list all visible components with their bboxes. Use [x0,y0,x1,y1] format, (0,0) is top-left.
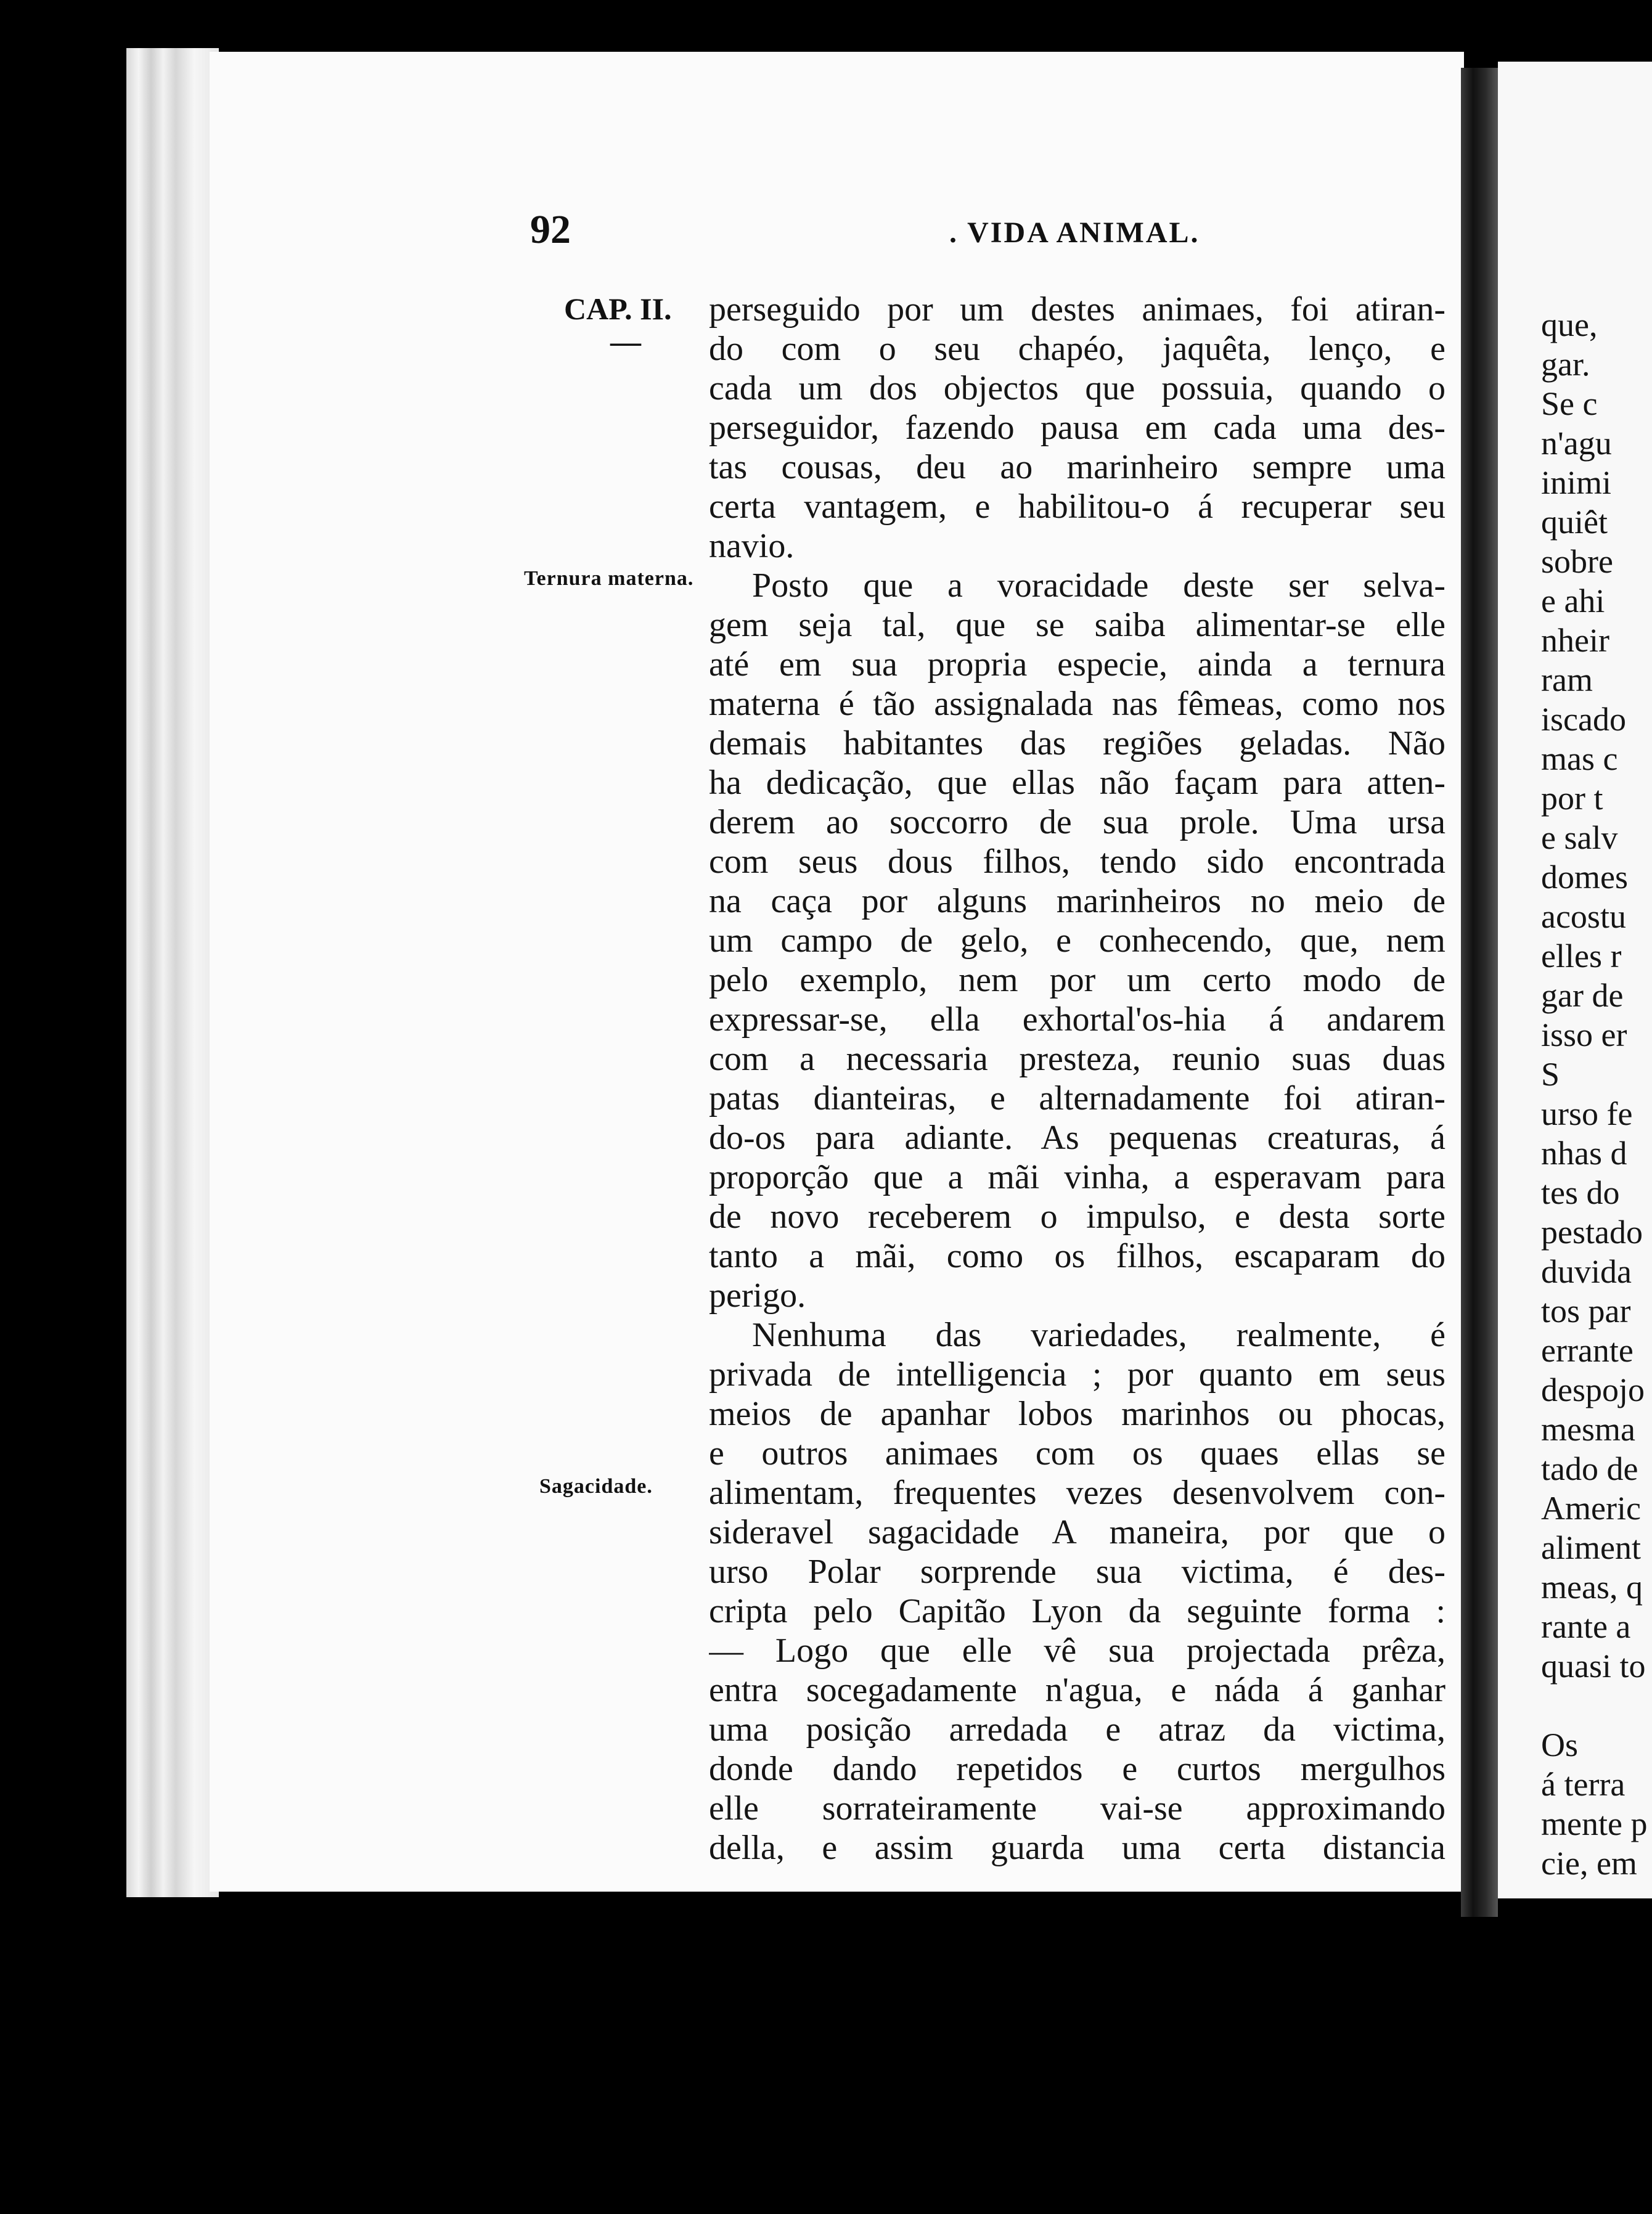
text-line: do com o seu chapéo, jaquêta, lenço, e [709,330,1446,368]
right-text-line: isso er [1541,1016,1627,1053]
right-text-line: e salv [1541,819,1618,856]
text-line: entra socegadamente n'agua, e náda á ganhar [709,1671,1446,1709]
right-text-line: S [1541,1056,1560,1093]
margin-note-sagacidade: Sagacidade. [539,1475,653,1498]
text-line: della, e assim guarda uma certa distancia [709,1829,1446,1867]
text-line: com a necessaria presteza, reunio suas duas [709,1040,1446,1078]
text-line: derem ao soccorro de sua prole. Uma ursa [709,803,1446,841]
right-text-line: acostu [1541,898,1626,935]
text-line: tas cousas, deu ao marinheiro sempre uma [709,448,1446,486]
right-text-line: á terra [1541,1766,1625,1803]
text-line: Posto que a voracidade deste ser selva- [752,566,1446,605]
right-text-line: nhas d [1541,1135,1627,1172]
text-line: perseguidor, fazendo pausa em cada uma des- [709,409,1446,447]
right-text-line: nheir [1541,622,1609,659]
right-text-line: tes do [1541,1174,1620,1211]
text-line: privada de intelligencia ; por quanto em seus [709,1355,1446,1394]
right-text-line: Americ [1541,1490,1641,1527]
text-line: na caça por alguns marinheiros no meio de [709,882,1446,920]
right-text-line: quasi to [1541,1648,1646,1685]
text-line: um campo de gelo, e conhecendo, que, nem [709,921,1446,960]
right-text-line: aliment [1541,1529,1641,1566]
text-line: demais habitantes das regiões geladas. Não [709,724,1446,762]
text-line: e outros animaes com os quaes ellas se [709,1434,1446,1473]
right-text-line: meas, q [1541,1569,1643,1606]
right-text-line: duvida [1541,1253,1632,1290]
chapter-label: CAP. II. [564,292,672,326]
text-line: patas dianteiras, e alternadamente foi atiran- [709,1079,1446,1117]
right-text-line: mas c [1541,740,1618,777]
right-page-text [1541,305,1647,1883]
text-line: — Logo que elle vê sua projectada prêza, [709,1632,1446,1670]
text-line: cripta pelo Capitão Lyon da seguinte forma : [709,1592,1446,1630]
right-text-line: despojo [1541,1371,1645,1408]
text-line: com seus dous filhos, tendo sido encontrada [709,843,1446,881]
right-text-line: que, [1541,306,1598,343]
right-text-line: tado de [1541,1450,1638,1487]
chapter-dash: — [610,324,641,359]
text-line: certa vantagem, e habilitou-o á recuperar seu [709,488,1446,526]
right-text-line: gar. [1541,346,1590,383]
text-line: navio. [709,527,795,565]
right-text-line: inimi [1541,464,1612,501]
text-line: pelo exemplo, nem por um certo modo de [709,961,1446,999]
text-line: proporção que a mãi vinha, a esperavam para [709,1158,1446,1196]
text-line: sideravel sagacidade A maneira, por que o [709,1513,1446,1551]
right-text-line: errante [1541,1332,1634,1369]
right-text-line: por t [1541,780,1603,817]
text-line: donde dando repetidos e curtos mergulhos [709,1750,1446,1788]
text-line: uma posição arredada e atraz da victima, [709,1710,1446,1749]
text-line: ha dedicação, que ellas não façam para atten- [709,764,1446,802]
text-line: perigo. [709,1277,806,1315]
right-text-line: tos par [1541,1293,1631,1330]
right-text-line: urso fe [1541,1095,1633,1132]
text-line: perseguido por um destes animaes, foi atiran- [709,290,1446,329]
right-text-line: e ahi [1541,582,1605,619]
margin-note-ternura: Ternura materna. [524,567,694,590]
right-text-line: mesma [1541,1411,1635,1448]
right-text-line: Se c [1541,385,1598,422]
right-text-line: n'agu [1541,425,1612,462]
text-line: cada um dos objectos que possuia, quando o [709,369,1446,407]
right-text-line [1541,1686,1647,1725]
text-line: de novo receberem o impulso, e desta sorte [709,1198,1446,1236]
right-text-line: cie, em [1541,1845,1637,1882]
text-line: elle sorrateiramente vai-se approximando [709,1789,1446,1828]
right-text-line: Os [1541,1726,1579,1763]
page-number: 92 [530,207,571,252]
right-text-line: ram [1541,661,1593,698]
text-line: materna é tão assignalada nas fêmeas, como nos [709,685,1446,723]
page-edges [126,48,219,1897]
right-text-line: iscado [1541,701,1626,738]
text-line: urso Polar sorprende sua victima, é des- [709,1553,1446,1591]
text-line: expressar-se, ella exhortal'os-hia á andarem [709,1000,1446,1039]
text-line: até em sua propria especie, ainda a ternura [709,645,1446,684]
right-text-line: gar de [1541,977,1624,1014]
book-spine [1461,68,1498,1917]
running-title: . VIDA ANIMAL. [949,216,1200,249]
text-line: Nenhuma das variedades, realmente, é [752,1316,1446,1354]
right-text-line: sobre [1541,543,1613,580]
text-line: do-os para adiante. As pequenas creaturas, á [709,1119,1446,1157]
text-line: gem seja tal, que se saiba alimentar-se elle [709,606,1446,644]
text-line: alimentam, frequentes vezes desenvolvem con- [709,1474,1446,1512]
body-text [709,290,1446,1868]
right-text-line: domes [1541,859,1628,896]
text-line: meios de apanhar lobos marinhos ou phocas, [709,1395,1446,1433]
right-text-line: quiêt [1541,504,1608,541]
right-text-line: pestado [1541,1214,1643,1251]
right-text-line: mente p [1541,1805,1648,1842]
text-line: tanto a mãi, como os filhos, escaparam do [709,1237,1446,1275]
right-text-line: rante a [1541,1608,1631,1645]
right-text-line: elles r [1541,937,1622,974]
